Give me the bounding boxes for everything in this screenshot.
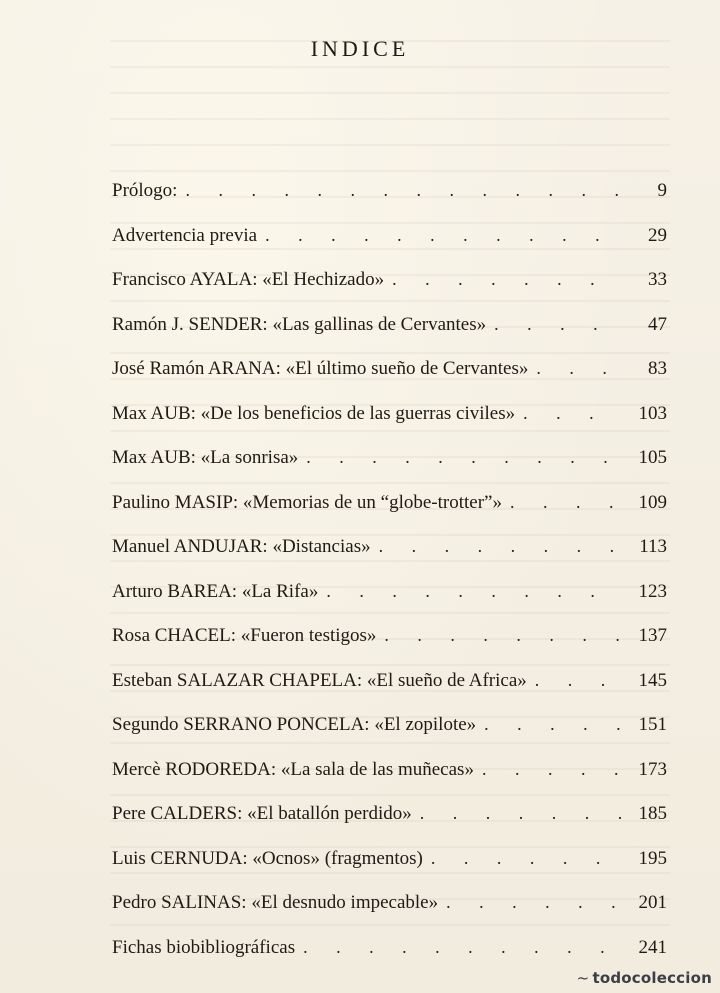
page-number: 241 [638,936,667,958]
dot-leader [306,447,621,468]
page-number: 33 [648,269,667,290]
entry-title: Manuel ANDUJAR: «Distancias» [112,536,371,557]
table-of-contents [112,180,667,981]
entry-title: Advertencia previa [112,224,258,246]
entry-title: Segundo SERRANO PONCELA: «El zopilote» [112,714,477,735]
dot-leader [523,403,621,424]
toc-entry [112,892,667,937]
watermark-text: todocoleccion [592,969,712,987]
toc-entry [112,180,667,225]
dot-leader [326,581,621,602]
page-number: 105 [638,447,667,468]
toc-entry [112,714,667,759]
page-number: 47 [648,313,667,335]
toc-entry [112,848,667,893]
entry-title: Max AUB: «La sonrisa» [112,447,299,468]
entry-title: Max AUB: «De los beneficios de las guerras civiles» [112,402,516,424]
toc-entry [112,803,667,848]
dot-leader [482,759,621,780]
page-number: 29 [648,224,667,246]
page-number: 113 [639,536,667,557]
page-number: 151 [638,714,667,735]
dot-leader [484,714,621,735]
page-number: 185 [638,803,667,824]
dot-leader [185,180,621,201]
page-number: 173 [638,758,667,780]
watermark-logo [577,969,712,987]
dot-leader [536,358,621,379]
dot-leader [431,848,621,869]
dot-leader [446,892,621,913]
dot-leader [494,314,621,335]
entry-title: Pere CALDERS: «El batallón perdido» [112,803,412,824]
toc-entry [112,447,667,492]
toc-entry [112,403,667,448]
page-number: 123 [638,580,667,602]
toc-entry [112,269,667,314]
dot-leader [265,225,621,246]
dot-leader [303,937,621,958]
dot-leader [392,269,621,290]
page-number: 195 [638,847,667,869]
tilde-icon: ~ [576,969,590,987]
entry-title: Prólogo: [112,180,178,201]
entry-title: Ramón J. SENDER: «Las gallinas de Cervantes» [112,313,487,335]
dot-leader [420,803,621,824]
entry-title: Luis CERNUDA: «Ocnos» (fragmentos) [112,847,423,869]
toc-entry [112,314,667,359]
entry-title: Arturo BAREA: «La Rifa» [112,580,319,602]
page-number: 9 [657,180,667,201]
page-number: 103 [638,402,667,424]
entry-title: Paulino MASIP: «Memorias de un “globe-trotter”» [112,491,502,513]
toc-entry [112,625,667,670]
page-number: 201 [638,892,667,913]
dot-leader [384,625,621,646]
page-number: 145 [638,669,667,691]
dot-leader [379,536,621,557]
toc-entry [112,670,667,715]
entry-title: Pedro SALINAS: «El desnudo impecable» [112,892,439,913]
toc-entry [112,492,667,537]
page-number: 83 [648,358,667,379]
page-number: 137 [638,625,667,646]
entry-title: Francisco AYALA: «El Hechizado» [112,269,385,290]
entry-title: Mercè RODOREDA: «La sala de las muñecas» [112,758,474,780]
entry-title: Rosa CHACEL: «Fueron testigos» [112,625,377,646]
dot-leader [535,670,621,691]
toc-entry [112,358,667,403]
page-title: INDICE [310,36,410,61]
dot-leader [510,492,621,513]
entry-title: Fichas biobibliográficas [112,936,296,958]
toc-entry [112,536,667,581]
toc-entry [112,759,667,804]
toc-entry [112,581,667,626]
entry-title: Esteban SALAZAR CHAPELA: «El sueño de Africa» [112,669,527,691]
page-number: 109 [638,491,667,513]
entry-title: José Ramón ARANA: «El último sueño de Cervantes» [112,358,529,379]
toc-entry [112,225,667,270]
